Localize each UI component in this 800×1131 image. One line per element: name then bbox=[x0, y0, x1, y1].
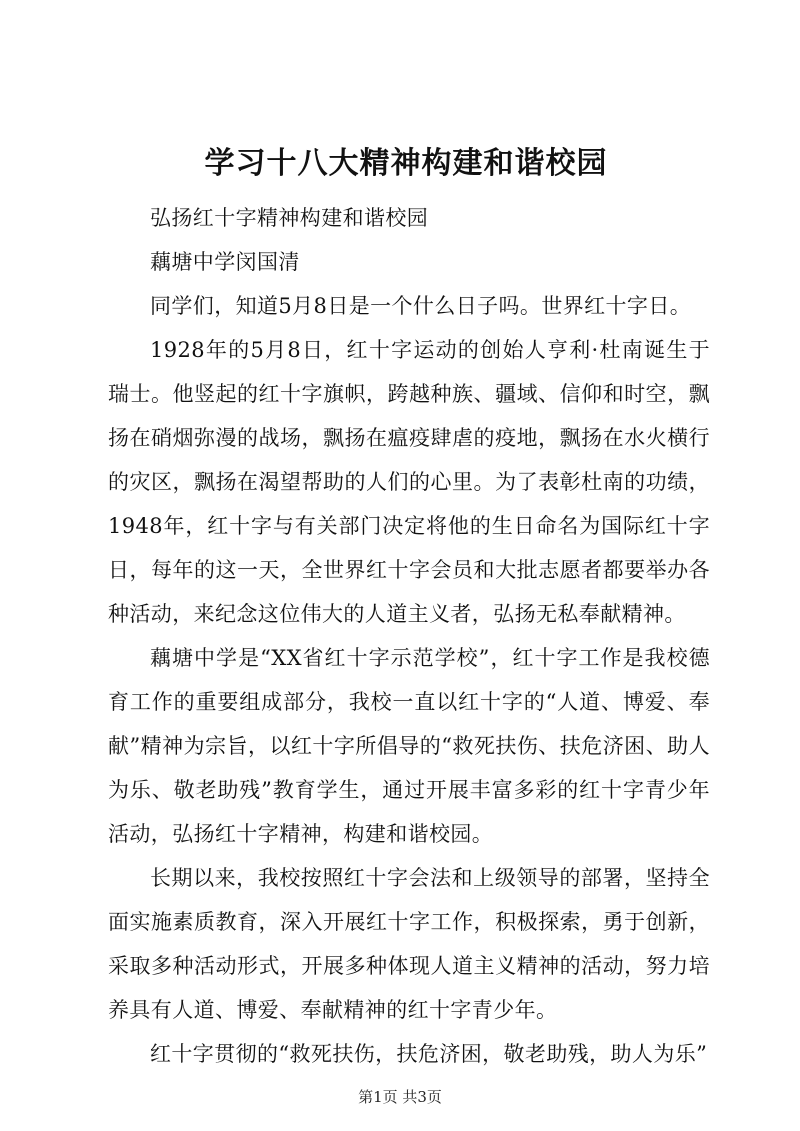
document-body bbox=[108, 196, 710, 1076]
page-number-footer: 第1页 共3页 bbox=[358, 1088, 442, 1106]
subtitle-paragraph: 弘扬红十字精神构建和谐校园 bbox=[150, 206, 429, 230]
document-title: 学习十八大精神构建和谐校园 bbox=[204, 146, 608, 181]
body-paragraph: 1928年的5月8日，红十字运动的创始人亨利·杜南诞生于瑞士。他竖起的红十字旗帜，跨越种族、疆域、信仰和时空，飘扬在硝烟弥漫的战场，飘扬在瘟疫肆虐的疫地，飘扬在水火横行的灾区，飘扬在渴望帮助的人们的心里。为了表彰杜南的功绩，1948年，红十字与有关部门决定将他的生日命名为国际红十字日，每年的这一天，全世界红十字会员和大批志愿者都要举办各种活动，来纪念这位伟大的人道主义者，弘扬无私奉献精神。 bbox=[108, 338, 710, 626]
body-paragraph: 藕塘中学是“XX省红十字示范学校”，红十字工作是我校德育工作的重要组成部分，我校一直以红十字的“人道、博爱、奉献”精神为宗旨，以红十字所倡导的“救死扶伤、扶危济困、助人为乐、敬老助残”教育学生，通过开展丰富多彩的红十字青少年活动，弘扬红十字精神，构建和谐校园。 bbox=[108, 646, 710, 846]
author-paragraph: 藕塘中学闵国清 bbox=[150, 250, 300, 274]
body-paragraph: 红十字贯彻的“救死扶伤，扶危济困，敬老助残，助人为乐” bbox=[150, 1042, 708, 1066]
body-paragraph: 长期以来，我校按照红十字会法和上级领导的部署，坚持全面实施素质教育，深入开展红十字工作，积极探索，勇于创新，采取多种活动形式，开展多种体现人道主义精神的活动，努力培养具有人道、博爱、奉献精神的红十字青少年。 bbox=[108, 866, 710, 1022]
body-paragraph: 同学们，知道5月8日是一个什么日子吗。世界红十字日。 bbox=[150, 294, 692, 318]
